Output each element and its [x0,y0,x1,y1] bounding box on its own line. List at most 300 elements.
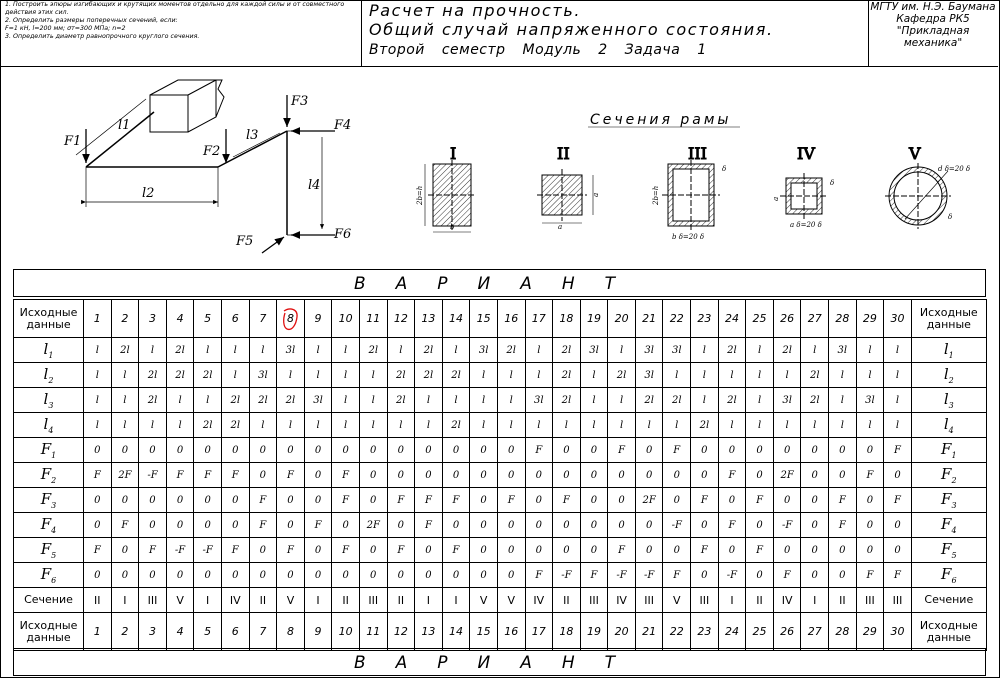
data-cell: l [221,338,249,363]
data-cell: F [387,488,415,513]
data-cell: 0 [194,438,222,463]
data-cell: F [746,538,774,563]
data-cell: F [884,488,912,513]
data-cell: l [442,338,470,363]
data-cell: l [359,388,387,413]
data-cell: l [746,388,774,413]
fixed-support [150,80,224,132]
data-cell: 2l [194,413,222,438]
task-instructions [2,0,362,66]
red-circle-mark [280,307,302,333]
data-cell: l [884,338,912,363]
symbol-subscript: 1 [951,451,957,460]
org-line-3: "Прикладная механика" [896,25,970,49]
data-cell: F [332,463,360,488]
row-symbol [14,513,84,538]
data-cell: 0 [746,438,774,463]
data-cell: F [442,538,470,563]
variant-number-cell: 11 [359,300,387,338]
data-cell: 0 [139,488,167,513]
data-cell: 0 [277,438,305,463]
variant-number-cell: 6 [221,613,249,651]
section-label: Сечение [911,588,986,613]
data-cell: 0 [359,463,387,488]
data-cell: 0 [635,463,663,488]
data-cell: 0 [84,488,112,513]
section-cell: I [801,588,829,613]
data-cell: l [249,338,277,363]
data-cell: -F [194,538,222,563]
symbol-subscript: 6 [51,576,57,585]
data-row [14,538,987,563]
data-cell: l [332,388,360,413]
data-cell: l [663,363,691,388]
data-cell: 0 [553,438,581,463]
data-cell: 0 [856,513,884,538]
data-cell: l [387,413,415,438]
row-symbol [911,363,986,388]
data-cell: 0 [635,538,663,563]
data-cell: F [221,538,249,563]
data-cell: 0 [249,563,277,588]
section-II-numeral: II [557,144,570,163]
section-cell: II [249,588,277,613]
data-cell: 0 [359,563,387,588]
data-cell: 0 [442,513,470,538]
data-cell: 0 [663,538,691,563]
variant-number-cell: 22 [663,300,691,338]
row-symbol [14,363,84,388]
symbol-letter: F [941,515,952,533]
data-cell: 0 [166,438,194,463]
data-cell: 0 [387,463,415,488]
data-cell: 2l [718,388,746,413]
section-V [885,144,970,229]
data-row [14,363,987,388]
section-cell: IV [525,588,553,613]
data-cell: 3l [635,363,663,388]
data-cell: l [249,413,277,438]
data-cell: l [332,363,360,388]
data-row [14,513,987,538]
variant-number-cell: 29 [856,300,884,338]
data-cell: l [525,338,553,363]
data-cell: 0 [415,538,443,563]
section-cell: V [166,588,194,613]
section-cell: I [442,588,470,613]
data-cell: 0 [84,563,112,588]
variant-number-cell: 7 [249,300,277,338]
data-cell: 0 [746,463,774,488]
variant-number-row-bottom [14,613,987,651]
data-cell: l [635,413,663,438]
row-symbol [14,338,84,363]
variant-number-cell: 29 [856,613,884,651]
section-cell: II [553,588,581,613]
variant-number-cell: 5 [194,613,222,651]
symbol-subscript: 3 [51,501,57,510]
data-cell: 3l [525,388,553,413]
section-V-wall-dim: δ [948,213,953,221]
variant-number-cell: 4 [166,300,194,338]
data-cell: 0 [415,438,443,463]
data-cell: 0 [194,488,222,513]
data-cell: 0 [773,488,801,513]
variant-number-cell: 12 [387,613,415,651]
data-row [14,463,987,488]
section-III-numeral: III [688,144,707,163]
symbol-letter: l [943,365,949,383]
variant-number-cell: 19 [580,613,608,651]
section-cell: V [497,588,525,613]
data-row [14,488,987,513]
data-cell: 0 [580,438,608,463]
data-cell: l [580,388,608,413]
row-symbol [911,538,986,563]
data-cell: F [525,563,553,588]
data-cell: 3l [470,338,498,363]
variant-number-cell: 24 [718,300,746,338]
data-cell: F [856,563,884,588]
symbol-subscript: 2 [48,376,54,385]
variant-band-top: ВАРИАНТ [13,269,986,297]
data-cell: 0 [580,538,608,563]
sections-title: Сечения рамы [590,112,732,128]
data-cell: 2l [801,363,829,388]
data-cell: -F [139,463,167,488]
symbol-subscript: 1 [48,351,54,360]
section-cell: I [718,588,746,613]
data-cell: 2l [553,338,581,363]
symbol-letter: F [941,565,952,583]
data-cell: l [746,338,774,363]
instruction-line: F=1 кН, l=200 мм; σт=300 МПа; n=2 [5,25,126,32]
data-row [14,563,987,588]
data-cell: 2l [415,338,443,363]
data-cell: 2l [166,338,194,363]
data-cell: 0 [691,513,719,538]
variant-number-cell: 3 [139,300,167,338]
data-cell: l [277,413,305,438]
variant-number-cell: 24 [718,613,746,651]
data-cell: F [277,463,305,488]
title-line-3: Второй семестр Модуль 2 Задача 1 [369,42,707,58]
data-cell: 0 [801,538,829,563]
row-symbol [14,413,84,438]
symbol-subscript: 4 [48,426,54,435]
data-cell: F [773,563,801,588]
data-cell: 0 [718,438,746,463]
data-cell: -F [718,563,746,588]
data-cell: 0 [304,563,332,588]
data-cell: 0 [442,463,470,488]
data-cell: 0 [801,463,829,488]
row-symbol [911,338,986,363]
org-line-1: МГТУ им. Н.Э. Баумана [870,1,996,13]
symbol-subscript: 5 [951,551,957,560]
variant-number-cell: 18 [553,300,581,338]
row-header-label: Исходные данные [911,300,986,338]
variant-number-cell: 21 [635,613,663,651]
data-cell: 0 [497,463,525,488]
variant-number-cell: 30 [884,613,912,651]
row-symbol [14,438,84,463]
data-cell: F [553,488,581,513]
data-cell: 0 [221,563,249,588]
data-cell: 0 [773,438,801,463]
variant-number-cell: 17 [525,613,553,651]
variant-number-cell: 2 [111,613,139,651]
label-F2: F2 [203,144,221,159]
data-cell: 0 [359,538,387,563]
data-cell: l [84,338,112,363]
section-cell: II [84,588,112,613]
row-symbol [911,463,986,488]
title-line-1: Расчет на прочность. [369,1,582,20]
data-row [14,413,987,438]
data-cell: l [304,338,332,363]
section-cell: I [415,588,443,613]
section-IV-numeral: IV [797,144,815,163]
variant-number-cell: 1 [84,300,112,338]
data-row [14,338,987,363]
symbol-subscript: 2 [951,476,957,485]
variant-number-cell: 28 [829,613,857,651]
data-cell: l [470,363,498,388]
data-cell: l [111,388,139,413]
data-cell: 0 [856,438,884,463]
data-cell: 0 [277,513,305,538]
data-cell: 0 [359,438,387,463]
symbol-letter: l [43,365,49,383]
variant-number-cell: 14 [442,300,470,338]
row-header-label: Исходные данные [14,300,84,338]
data-cell: F [497,488,525,513]
data-cell: 2l [635,388,663,413]
section-cell: III [691,588,719,613]
variant-number-cell: 10 [332,300,360,338]
org-line-2: Кафедра РК5 [896,13,970,25]
row-symbol [911,488,986,513]
data-cell: 0 [470,513,498,538]
data-cell: 0 [663,488,691,513]
data-cell: F [829,513,857,538]
data-cell: 0 [470,488,498,513]
data-cell: 0 [111,538,139,563]
variant-number-cell: 26 [773,300,801,338]
symbol-subscript: 6 [951,576,957,585]
data-cell: F [884,563,912,588]
symbol-subscript: 3 [48,401,54,410]
data-cell: l [304,413,332,438]
data-cell: 3l [304,388,332,413]
symbol-letter: F [40,565,52,583]
symbol-letter: F [40,515,52,533]
instruction-line: действия этих сил. [5,9,69,16]
symbol-subscript: 5 [51,551,57,560]
symbol-letter: F [40,465,52,483]
data-cell: l [221,363,249,388]
scheme-labels [63,94,351,249]
section-IV-bottom-dim: a δ=20 δ [790,221,822,229]
data-cell: l [84,363,112,388]
data-cell: l [691,388,719,413]
data-cell: l [580,413,608,438]
data-cell: 0 [884,538,912,563]
instruction-line: 3. Определить диаметр равнопрочного круглого сечения. [5,33,200,40]
section-cell: I [194,588,222,613]
data-cell: l [829,363,857,388]
data-cell: l [194,388,222,413]
section-I-height-dim: 2b=h [416,185,424,205]
data-cell: 2F [359,513,387,538]
section-IV-side-dim: a [772,196,780,201]
variant-number-cell: 15 [470,613,498,651]
data-cell: 2l [359,338,387,363]
variant-number-cell: 23 [691,300,719,338]
section-cell: III [884,588,912,613]
section-II-side-dim: a [592,192,600,197]
data-cell: 0 [470,463,498,488]
data-cell: 0 [111,488,139,513]
data-cell: 0 [663,463,691,488]
section-cell: III [580,588,608,613]
section-I-width-dim: b [450,223,455,231]
data-cell: 0 [304,463,332,488]
row-symbol [14,388,84,413]
data-cell: 0 [277,488,305,513]
data-cell: 0 [746,563,774,588]
data-cell: F [221,463,249,488]
symbol-subscript: 1 [948,351,954,360]
data-cell: l [84,388,112,413]
variant-number-cell: 12 [387,300,415,338]
data-cell: l [387,338,415,363]
data-cell: l [332,338,360,363]
data-cell: F [304,513,332,538]
data-cell: l [663,413,691,438]
title-block [363,0,869,66]
data-cell: 2l [442,413,470,438]
data-cell: 3l [663,338,691,363]
data-cell: 0 [497,538,525,563]
data-cell: -F [773,513,801,538]
variant-number-cell: 9 [304,300,332,338]
data-cell: F [525,438,553,463]
section-III-height-dim: 2b=h [652,185,660,205]
data-cell: 0 [608,488,636,513]
data-cell: l [497,413,525,438]
data-cell: l [580,363,608,388]
data-cell: 0 [635,513,663,538]
data-cell: 0 [442,438,470,463]
highlighted-variant [287,312,294,325]
data-cell: 0 [470,438,498,463]
data-cell: 0 [84,513,112,538]
data-cell: l [525,413,553,438]
section-V-numeral: V [909,144,921,163]
section-IV-wall-dim: δ [830,179,835,187]
variant-number-cell: 28 [829,300,857,338]
data-cell: l [856,338,884,363]
data-cell: 0 [635,438,663,463]
data-cell: 2l [221,388,249,413]
variant-number-cell: 9 [304,613,332,651]
data-cell: l [111,363,139,388]
symbol-subscript: 4 [948,426,954,435]
data-cell: 0 [387,563,415,588]
data-cell: 0 [442,563,470,588]
data-cell: 3l [249,363,277,388]
data-cell: 0 [746,513,774,538]
data-cell: l [194,338,222,363]
data-cell: 0 [580,463,608,488]
data-cell: F [580,563,608,588]
data-cell: 2l [608,363,636,388]
symbol-subscript: 4 [951,526,957,535]
variant-number-cell: 2 [111,300,139,338]
data-cell: 0 [166,513,194,538]
variant-number-cell: 8 [277,613,305,651]
row-header-label: Исходные данные [14,613,84,651]
variant-number-cell: 26 [773,613,801,651]
data-cell: l [525,363,553,388]
label-F6: F6 [334,227,352,242]
data-cell: 0 [497,438,525,463]
variant-number-cell: 16 [497,613,525,651]
symbol-subscript: 3 [951,501,957,510]
data-cell: F [856,463,884,488]
symbol-letter: F [941,540,952,558]
variant-number-cell: 27 [801,613,829,651]
data-cell: 2l [663,388,691,413]
row-symbol [911,413,986,438]
data-cell: 2F [635,488,663,513]
data-cell: 2l [801,388,829,413]
data-cell: 0 [829,438,857,463]
data-cell: 0 [525,538,553,563]
data-cell: F [691,538,719,563]
data-cell: 2F [111,463,139,488]
data-cell: F [718,513,746,538]
data-cell: l [470,413,498,438]
data-cell: l [746,363,774,388]
variant-number-cell: 27 [801,300,829,338]
row-symbol [14,563,84,588]
data-cell: 2l [415,363,443,388]
data-cell: 0 [332,563,360,588]
data-cell: 0 [359,488,387,513]
data-cell: -F [635,563,663,588]
variant-band-bottom: ВАРИАНТ [13,648,986,676]
data-cell: 0 [166,488,194,513]
section-cell: V [470,588,498,613]
data-cell: 0 [304,438,332,463]
data-cell: 0 [470,538,498,563]
data-cell: -F [663,513,691,538]
data-cell: -F [166,538,194,563]
section-cell: I [304,588,332,613]
symbol-letter: l [43,340,49,358]
data-cell: 2l [442,363,470,388]
data-cell: 0 [553,463,581,488]
data-cell: 0 [580,488,608,513]
label-F3: F3 [291,94,309,109]
data-cell: l [773,363,801,388]
data-cell: 3l [829,338,857,363]
symbol-subscript: 2 [948,376,954,385]
label-F4: F4 [334,118,352,133]
